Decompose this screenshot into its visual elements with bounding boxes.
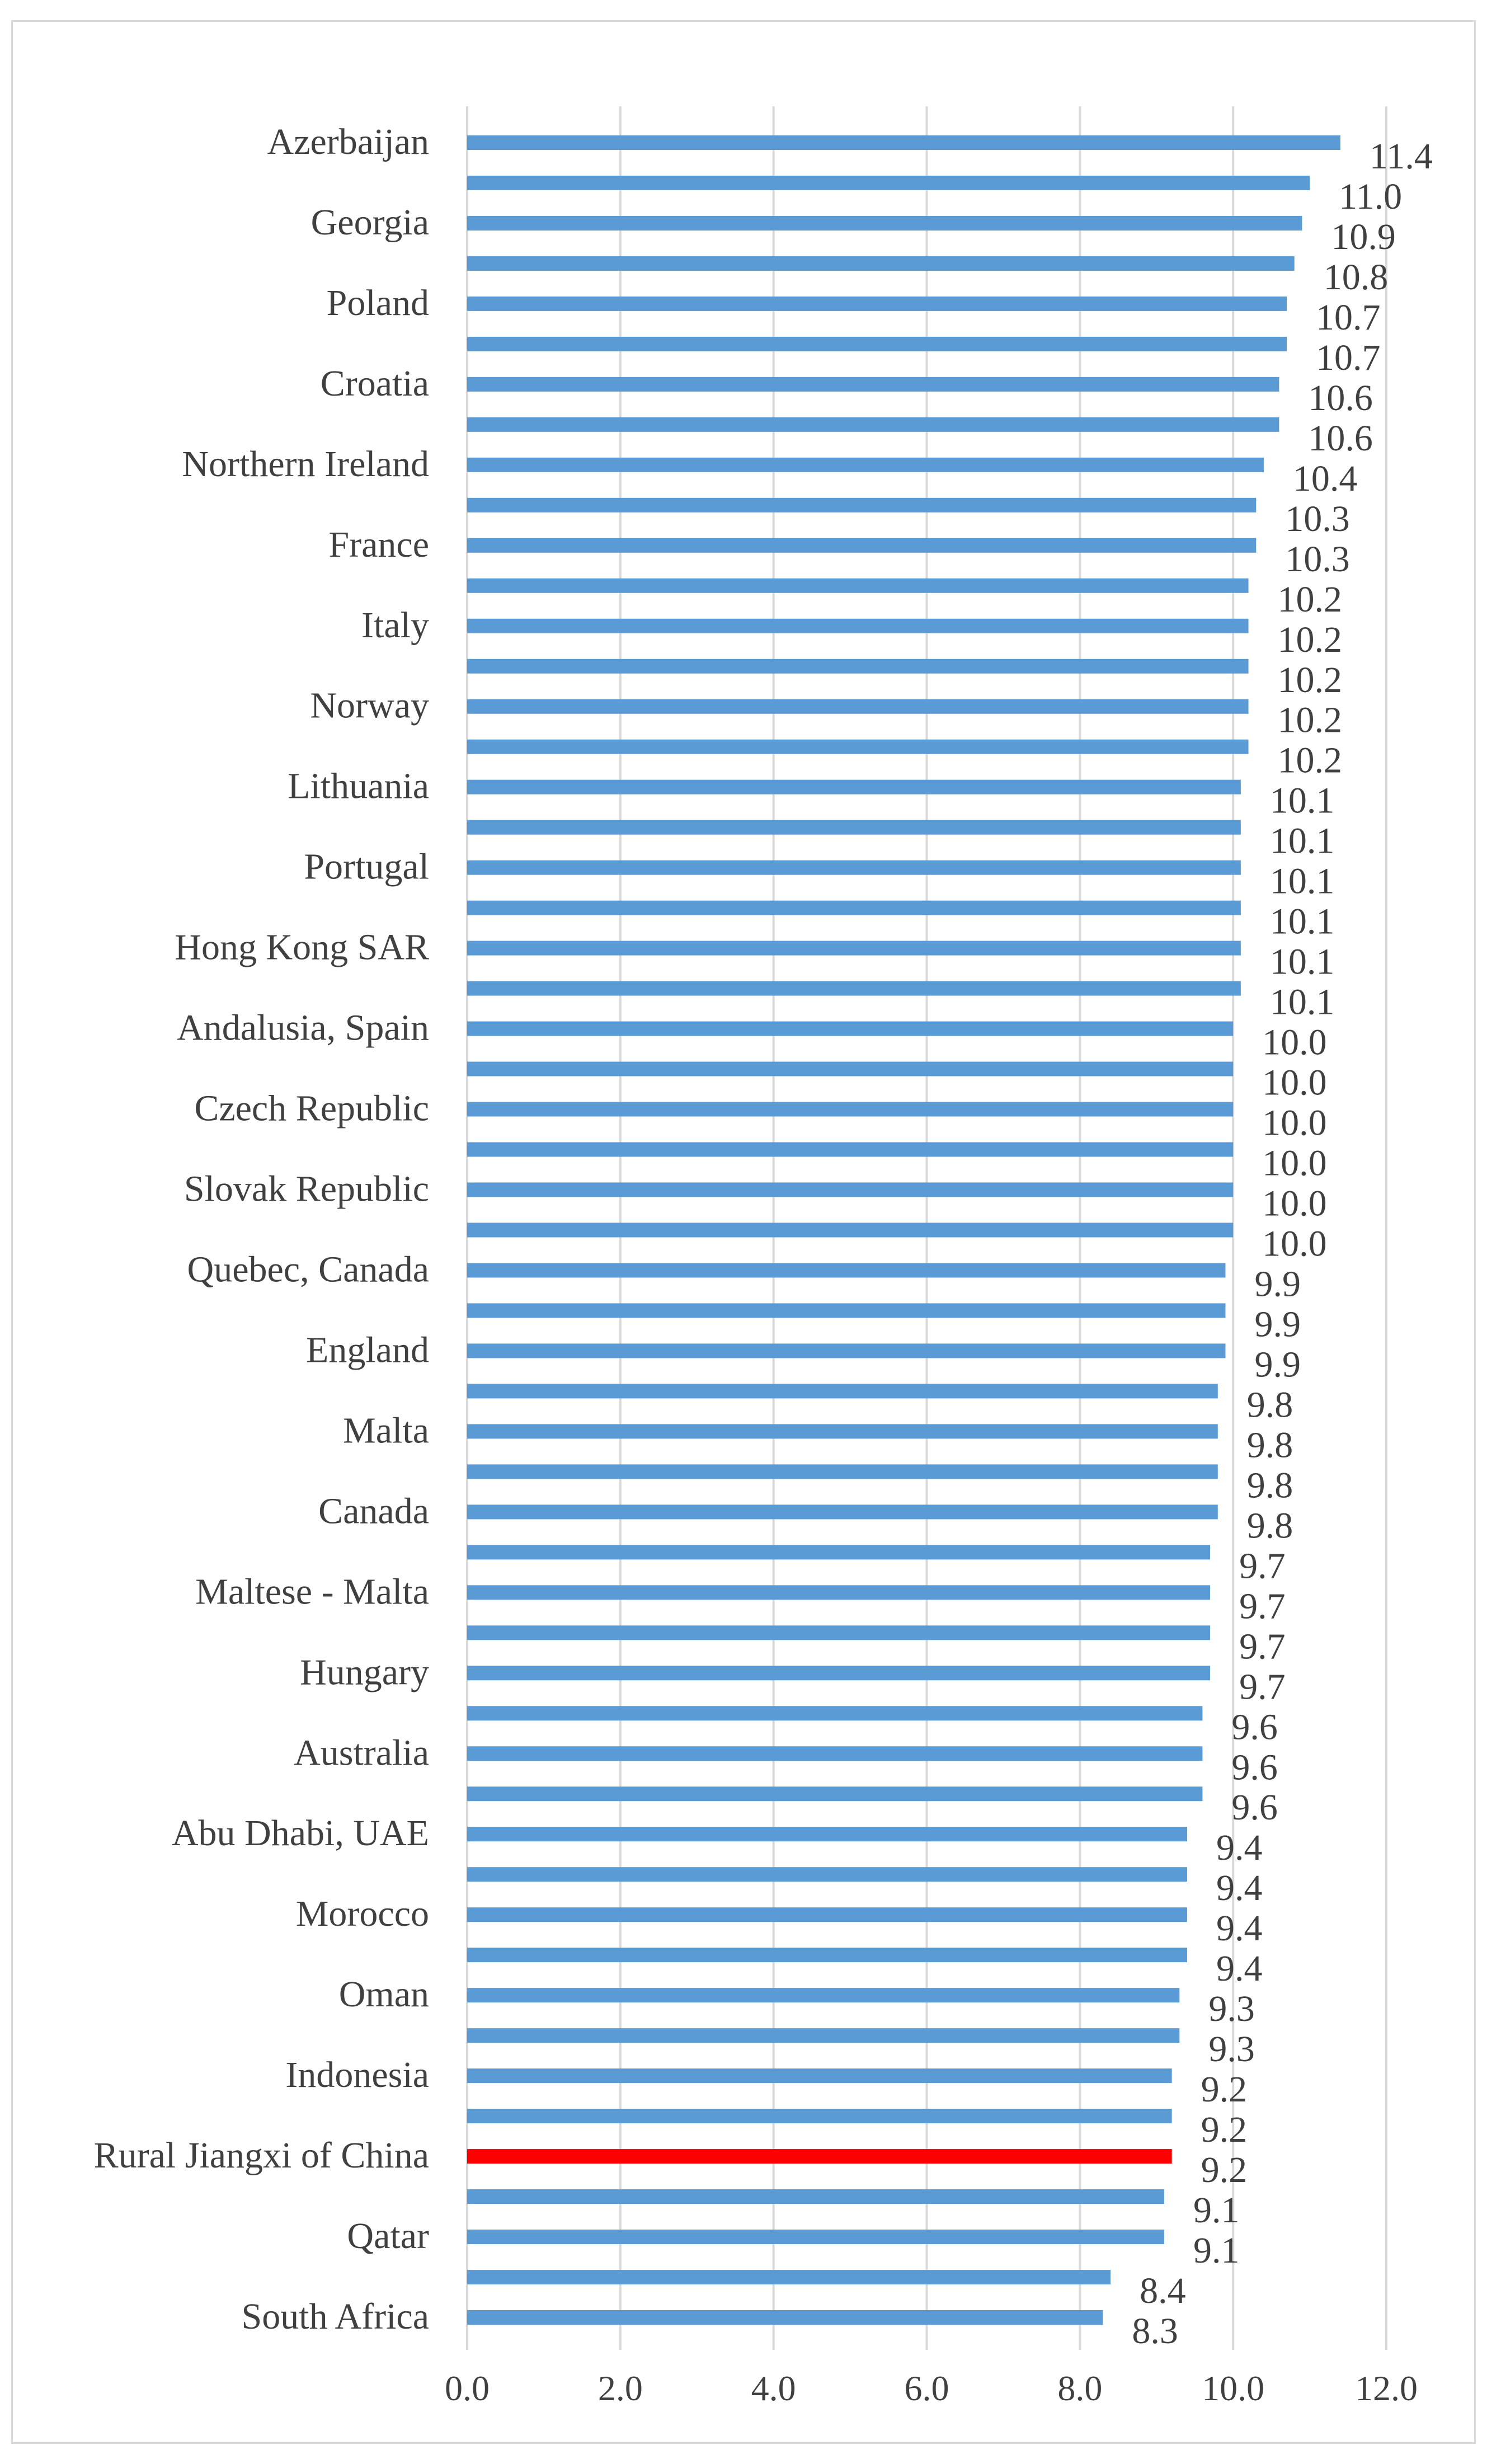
data-label: 9.4: [1216, 1868, 1263, 1909]
category-label: Andalusia, Spain: [177, 1007, 429, 1048]
data-label: 9.2: [1201, 2109, 1248, 2151]
bar: [467, 1183, 1233, 1197]
bar: [467, 1625, 1210, 1640]
data-label: 8.3: [1132, 2311, 1178, 2352]
data-label: 9.4: [1216, 1948, 1263, 1990]
data-label: 11.4: [1369, 136, 1433, 177]
data-label: 10.3: [1285, 538, 1350, 580]
data-label: 10.1: [1269, 780, 1335, 821]
category-label: Indonesia: [285, 2054, 429, 2096]
data-label: 9.8: [1246, 1465, 1293, 1506]
x-axis-ticks: [445, 2368, 1418, 2408]
bar: [467, 1585, 1210, 1600]
data-label: 10.6: [1308, 377, 1373, 418]
bar: [467, 2270, 1111, 2284]
bar: [467, 1907, 1187, 1922]
bar: [467, 901, 1241, 915]
bar: [467, 1504, 1218, 1519]
data-label: 10.2: [1277, 659, 1343, 700]
data-label: 10.7: [1316, 337, 1381, 378]
data-label: 10.0: [1262, 1142, 1327, 1184]
data-label: 10.1: [1269, 941, 1335, 982]
data-label: 10.0: [1262, 1183, 1327, 1224]
bar: [467, 135, 1340, 150]
category-label: Qatar: [347, 2216, 429, 2257]
category-label: Canada: [318, 1490, 429, 1532]
x-tick-label: 10.0: [1202, 2368, 1265, 2408]
bar: [467, 1303, 1225, 1318]
bar: [467, 216, 1302, 231]
bar: [467, 1666, 1210, 1680]
data-label: 10.1: [1269, 901, 1335, 942]
data-label: 10.0: [1262, 1102, 1327, 1144]
bar: [467, 1142, 1233, 1157]
data-label: 10.2: [1277, 619, 1343, 660]
data-label: 11.0: [1339, 176, 1403, 217]
x-tick-label: 8.0: [1057, 2368, 1103, 2408]
data-label: 9.4: [1216, 1827, 1263, 1869]
bar-highlight: [467, 2149, 1172, 2164]
data-label: 9.9: [1254, 1304, 1301, 1345]
bar: [467, 377, 1279, 392]
bar: [467, 579, 1249, 593]
data-label: 9.8: [1246, 1384, 1293, 1426]
data-label: 9.7: [1239, 1626, 1286, 1667]
data-label: 9.1: [1193, 2230, 1240, 2272]
category-label: Abu Dhabi, UAE: [171, 1813, 429, 1854]
bar: [467, 1102, 1233, 1117]
bar: [467, 458, 1264, 472]
category-label: South Africa: [241, 2296, 429, 2337]
data-label: 10.7: [1316, 297, 1381, 338]
x-tick-label: 12.0: [1355, 2368, 1418, 2408]
category-label: Northern Ireland: [182, 443, 429, 485]
data-label: 10.1: [1269, 860, 1335, 902]
data-label: 10.2: [1277, 699, 1343, 741]
bar: [467, 1867, 1187, 1882]
bar: [467, 256, 1295, 271]
bar: [467, 2189, 1164, 2204]
category-label: England: [306, 1329, 429, 1371]
data-label: 10.6: [1308, 417, 1373, 459]
category-label: Slovak Republic: [183, 1168, 429, 1210]
category-label: France: [328, 524, 429, 565]
bar: [467, 1062, 1233, 1076]
bar: [467, 1424, 1218, 1438]
x-tick-label: 6.0: [904, 2368, 949, 2408]
bar: [467, 538, 1256, 553]
data-label: 9.8: [1246, 1424, 1293, 1466]
data-label: 9.2: [1201, 2150, 1248, 2191]
bar: [467, 297, 1287, 311]
data-label: 9.9: [1254, 1344, 1301, 1385]
bar: [467, 1384, 1218, 1398]
data-label: 9.1: [1193, 2190, 1240, 2231]
data-label: 10.0: [1262, 1223, 1327, 1264]
bar: [467, 1706, 1202, 1720]
bar: [467, 699, 1249, 714]
category-label: Australia: [294, 1732, 429, 1774]
bar: [467, 981, 1241, 996]
bar: [467, 1827, 1187, 1841]
data-label: 9.2: [1201, 2069, 1248, 2110]
data-label: 9.4: [1216, 1908, 1263, 1949]
bar: [467, 1464, 1218, 1479]
data-label: 10.9: [1331, 216, 1396, 257]
data-label: 9.6: [1231, 1787, 1278, 1828]
data-label: 9.6: [1231, 1706, 1278, 1748]
data-label: 10.8: [1323, 256, 1389, 298]
bar: [467, 2109, 1172, 2123]
bar: [467, 1786, 1202, 1801]
category-label: Hungary: [300, 1652, 429, 1693]
data-label: 9.7: [1239, 1545, 1286, 1587]
data-label: 8.4: [1140, 2270, 1186, 2312]
category-label: Portugal: [304, 846, 429, 887]
bar: [467, 176, 1310, 190]
category-label: Italy: [361, 604, 429, 646]
bar: [467, 1223, 1233, 1238]
bar: [467, 1746, 1202, 1761]
data-label: 10.2: [1277, 579, 1343, 620]
data-label: 9.3: [1208, 1988, 1255, 2030]
bar: [467, 2310, 1103, 2325]
bar: [467, 820, 1241, 835]
bar: [467, 2230, 1164, 2244]
bar: [467, 619, 1249, 633]
data-label: 10.1: [1269, 981, 1335, 1023]
data-label: 10.4: [1292, 458, 1358, 499]
data-label: 9.3: [1208, 2029, 1255, 2070]
bar: [467, 1988, 1179, 2002]
x-tick-label: 4.0: [751, 2368, 796, 2408]
category-label: Poland: [326, 282, 429, 323]
data-label: 9.8: [1246, 1505, 1293, 1546]
data-label: 10.3: [1285, 498, 1350, 539]
category-label: Oman: [338, 1974, 429, 2015]
bar: [467, 2068, 1172, 2083]
bar: [467, 1263, 1225, 1277]
category-label: Rural Jiangxi of China: [93, 2135, 429, 2176]
category-label: Czech Republic: [194, 1088, 429, 1129]
category-label: Maltese - Malta: [195, 1571, 429, 1612]
bar: [467, 1948, 1187, 1962]
bar: [467, 1022, 1233, 1036]
category-label: Azerbaijan: [267, 121, 429, 162]
data-label: 9.7: [1239, 1666, 1286, 1708]
category-label: Hong Kong SAR: [175, 927, 429, 968]
bar: [467, 337, 1287, 351]
data-label: 10.0: [1262, 1062, 1327, 1103]
category-labels: [94, 121, 429, 2337]
data-label: 9.6: [1231, 1747, 1278, 1788]
data-label: 10.2: [1277, 740, 1343, 781]
bar: [467, 780, 1241, 794]
category-label: Croatia: [320, 363, 429, 404]
category-label: Morocco: [295, 1893, 429, 1935]
bar: [467, 2028, 1179, 2043]
data-label: 10.1: [1269, 820, 1335, 862]
bar: [467, 740, 1249, 754]
category-label: Georgia: [310, 201, 429, 243]
data-label: 9.7: [1239, 1586, 1286, 1627]
bar: [467, 498, 1256, 512]
bar: [467, 860, 1241, 875]
bar: [467, 941, 1241, 956]
bar: [467, 1343, 1225, 1358]
bar: [467, 1545, 1210, 1559]
data-label: 10.0: [1262, 1022, 1327, 1063]
x-tick-label: 2.0: [597, 2368, 643, 2408]
category-label: Norway: [310, 685, 429, 726]
category-label: Quebec, Canada: [187, 1249, 429, 1290]
x-tick-label: 0.0: [445, 2368, 490, 2408]
bar: [467, 417, 1279, 432]
category-label: Lithuania: [288, 765, 429, 807]
data-label: 9.9: [1254, 1263, 1301, 1305]
bar: [467, 659, 1249, 674]
category-label: Malta: [343, 1410, 429, 1451]
